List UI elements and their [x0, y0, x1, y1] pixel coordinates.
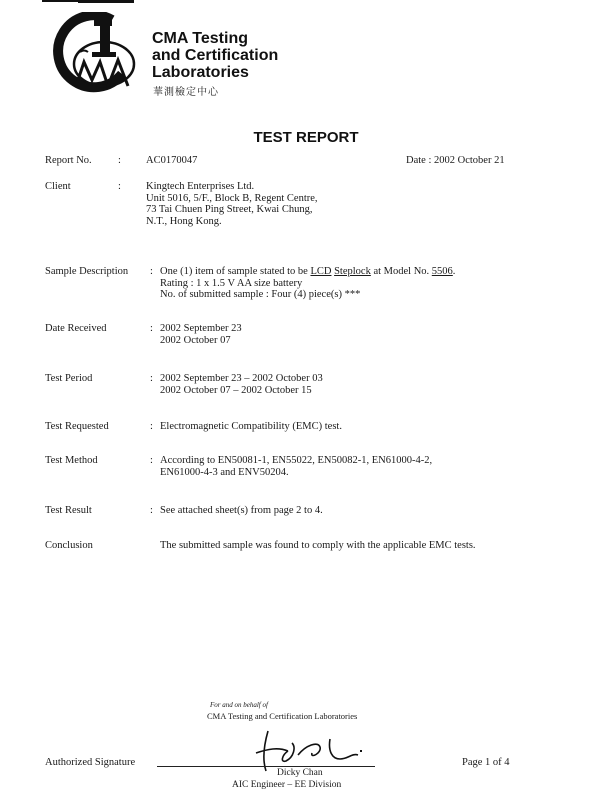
test-requested-label: Test Requested	[45, 421, 109, 432]
test-result-value: See attached sheet(s) from page 2 to 4.	[160, 505, 323, 516]
authorized-signature-label: Authorized Signature	[45, 757, 136, 768]
colon: :	[150, 373, 153, 384]
top-rule-thick	[78, 0, 134, 3]
sample-item: Steplock	[334, 266, 371, 277]
date-received-line: 2002 September 23	[160, 323, 242, 334]
sample-text: One (1) item of sample stated to be	[160, 266, 311, 277]
sample-line-3: No. of submitted sample : Four (4) piece(s) ***	[160, 289, 361, 300]
date-value: 2002 October 21	[434, 155, 505, 166]
sample-text: at Model No.	[370, 266, 432, 277]
date-label: Date	[406, 155, 426, 166]
test-result-label: Test Result	[45, 505, 92, 516]
on-behalf-text: For and on behalf of	[210, 701, 268, 709]
org-line-1: CMA Testing	[152, 30, 248, 47]
sample-line-1	[160, 266, 455, 278]
conclusion-value: The submitted sample was found to comply with the applicable EMC tests.	[160, 540, 476, 551]
test-method-line: According to EN50081-1, EN55022, EN50082-1, EN61000-4-2,	[160, 455, 433, 466]
client-line: N.T., Hong Kong.	[146, 215, 222, 227]
colon: :	[150, 421, 153, 432]
org-line-3: Laboratories	[152, 64, 249, 81]
report-no-value: AC0170047	[146, 155, 198, 166]
org-chinese-name: 華測檢定中心	[153, 87, 219, 98]
test-method-value	[160, 455, 432, 478]
sample-text: .	[452, 266, 456, 277]
signer-position: AIC Engineer – EE Division	[232, 780, 342, 790]
test-method-line: EN61000-4-3 and ENV50204.	[160, 466, 289, 478]
conclusion-label: Conclusion	[45, 540, 93, 551]
test-period-value	[160, 373, 323, 396]
colon: :	[150, 266, 153, 277]
colon: :	[118, 155, 121, 166]
client-line: Unit 5016, 5/F., Block B, Regent Centre,	[146, 192, 318, 204]
sample-lcd: LCD	[310, 266, 332, 277]
test-period-line: 2002 September 23 – 2002 October 03	[160, 373, 323, 384]
test-period-line: 2002 October 07 – 2002 October 15	[160, 384, 312, 396]
page-title: TEST REPORT	[253, 129, 359, 146]
page-number: Page 1 of 4	[462, 757, 510, 768]
date-received-value	[160, 323, 242, 346]
signature-line	[157, 766, 375, 767]
client-address	[146, 181, 318, 227]
org-line-2: and Certification	[152, 47, 279, 64]
sample-model: 5506	[431, 266, 453, 277]
signer-name: Dicky Chan	[277, 768, 323, 778]
colon: :	[150, 505, 153, 516]
colon: :	[150, 455, 153, 466]
client-line: 73 Tai Chuen Ping Street, Kwai Chung,	[146, 204, 313, 215]
date-received-label: Date Received	[45, 323, 107, 334]
client-line: Kingtech Enterprises Ltd.	[146, 181, 255, 192]
test-period-label: Test Period	[45, 373, 93, 384]
organization-name	[152, 30, 278, 81]
test-requested-value: Electromagnetic Compatibility (EMC) test.	[160, 421, 342, 432]
report-no-label: Report No.	[45, 155, 92, 166]
colon: :	[150, 323, 153, 334]
client-label: Client	[45, 181, 71, 192]
sample-description-label: Sample Description	[45, 266, 129, 277]
sample-line-2: Rating : 1 x 1.5 V AA size battery	[160, 277, 303, 289]
test-method-label: Test Method	[45, 455, 98, 466]
date-field: Date : 2002 October 21	[406, 155, 505, 166]
cma-logo-icon	[50, 12, 144, 96]
colon: :	[118, 181, 121, 192]
date-received-line: 2002 October 07	[160, 334, 231, 346]
signature-company: CMA Testing and Certification Laboratories	[207, 711, 358, 721]
sample-description-value	[160, 266, 455, 301]
